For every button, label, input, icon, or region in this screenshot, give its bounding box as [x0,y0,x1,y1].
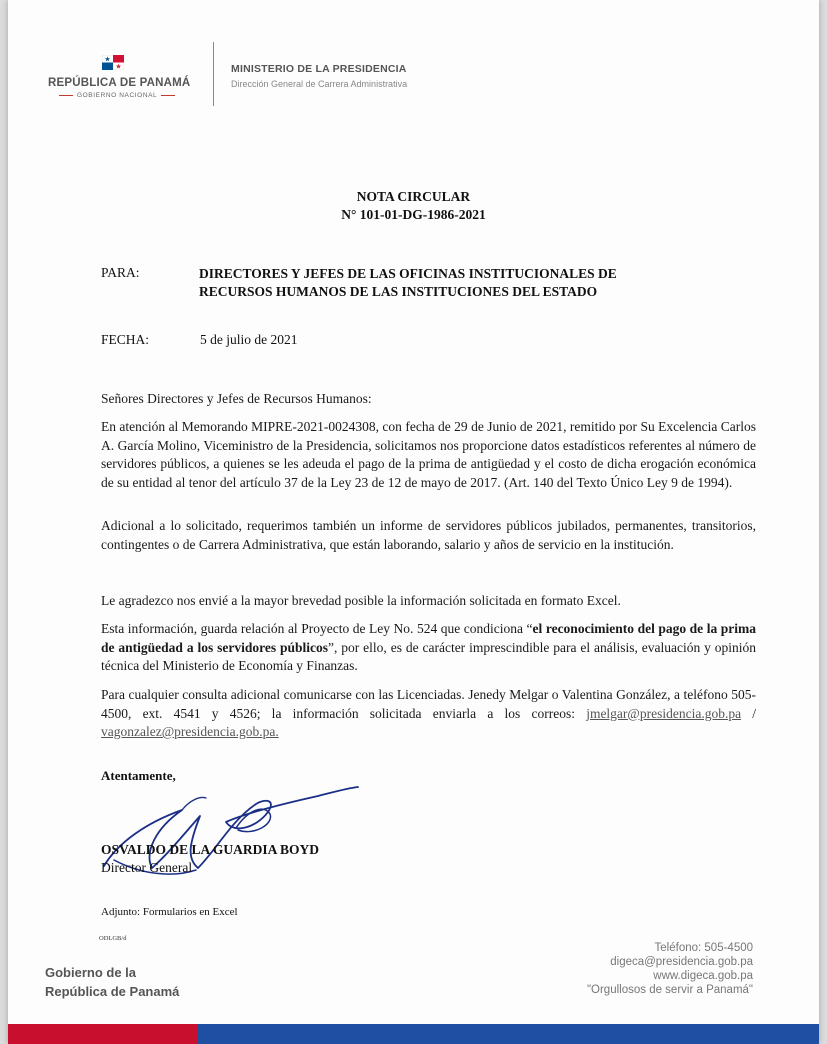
panama-flag-icon [102,55,124,75]
email-link-2[interactable]: vagonzalez@presidencia.gob.pa. [101,724,279,739]
footer-color-bar [8,1024,819,1044]
to-recipients [199,265,617,301]
paragraph-5-text: Para cualquier consulta adicional comunicarse con las Licenciadas. Jenedy Melgar o Valentina González, a teléfono 505-4500, ext. 4541 y 4526; la información solicitada enviarla a los correos: [101,687,756,721]
document-number: N° 101-01-DG-1986-2021 [341,207,486,222]
footer-gov-line-1: Gobierno de la [45,965,137,980]
header-divider [213,42,214,106]
to-line-1: DIRECTORES Y JEFES DE LAS OFICINAS INSTITUCIONALES DE [199,266,617,281]
date-value: 5 de julio de 2021 [200,332,298,347]
paragraph-4-emphasis: el reconocimiento del pago de la prima de antigüedad a los servidores públicos [101,621,756,655]
footer-contact [587,941,753,997]
closing: Atentamente, [101,768,176,783]
footer-slogan: "Orgullosos de servir a Panamá" [586,984,753,996]
paragraph-1: En atención al Memorando MIPRE-2021-0024308, con fecha de 29 de Junio de 2021, remitido por Su Excelencia Carlos A. García Molino, Viceministro de la Presidencia, solicitamos nos proporcione datos estadísticos referentes al número de servidores públicos, a quienes se les adeuda el pago de la prima de antigüedad y el costo de dicha erogación económica de su entidad al tenor del artículo 37 de la Ley 23 de 12 de mayo de 2017. (Art. 140 del Texto Único Ley 9 de 1994). [101,419,756,490]
paragraph-2: Adicional a lo solicitado, requerimos también un informe de servidores públicos jubilados, permanentes, transitorios, contingentes o de Carrera Administrativa, que están laborando, salario y años de servicio en la institución. [101,518,756,552]
email-separator: / [741,705,757,721]
header-ministry: MINISTERIO DE LA PRESIDENCIA [231,63,407,75]
header-government: GOBIERNO NACIONAL [55,92,179,99]
header-country: REPÚBLICA DE PANAMÁ [48,77,191,89]
footer-email[interactable]: digeca@presidencia.gob.pa [610,956,753,968]
footer-phone: Teléfono: 505-4500 [654,942,753,954]
signer-name: OSVALDO DE LA GUARDIA BOYD [101,842,320,857]
paragraph-4-intro: Esta información, guarda relación al Proyecto de Ley No. 524 que condiciona “ [101,621,533,636]
footer-bar-blue [198,1024,819,1044]
paragraph-4-rest: ”, por ello, es de carácter imprescindible para el análisis, evaluación y opinión técnica del Ministerio de Economía y Finanzas. [101,639,756,673]
attachment-note: Adjunto: Formularios en Excel [101,906,238,918]
to-label: PARA: [101,265,140,280]
salutation: Señores Directores y Jefes de Recursos Humanos: [101,391,372,406]
paragraph-4 [101,620,756,676]
footer-gov-line-2: República de Panamá [45,984,180,999]
document-title: NOTA CIRCULAR [356,189,471,204]
footer-bar-red [8,1024,198,1044]
initials: ODLGB/d [99,935,127,942]
footer-government [45,963,179,1001]
footer-website[interactable]: www.digeca.gob.pa [653,970,753,982]
email-link-1[interactable]: jmelgar@presidencia.gob.pa [586,705,742,721]
paragraph-5 [101,686,756,742]
document-page [8,0,819,1044]
to-line-2: RECURSOS HUMANOS DE LAS INSTITUCIONES DEL ESTADO [199,284,598,299]
signer-title: Director General [101,860,193,875]
date-label: FECHA: [101,332,150,347]
paragraph-3: Le agradezco nos envié a la mayor brevedad posible la información solicitada en formato Excel. [101,593,621,608]
handwritten-signature [86,770,366,895]
header-directorate: Dirección General de Carrera Administrativa [231,79,408,89]
